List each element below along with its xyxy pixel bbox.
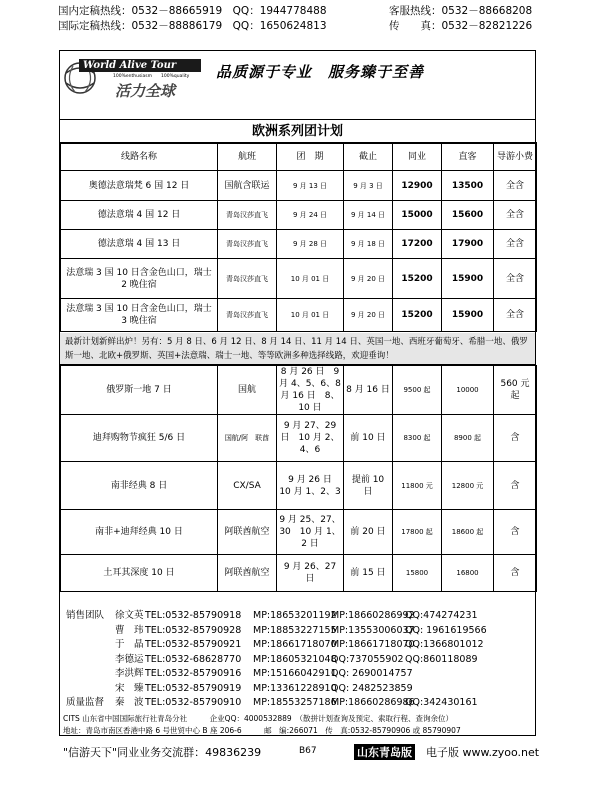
cell-deadline: 前 20 日 bbox=[344, 510, 393, 555]
slogan: 品质源于专业 服务臻于至善 bbox=[216, 63, 425, 81]
contact-tel: TEL:0532-85790928 bbox=[145, 624, 242, 636]
cell-flight: 青岛汉莎直飞 bbox=[218, 230, 277, 259]
cell-retail: 16800 bbox=[442, 555, 494, 592]
contact-name: 李德运 bbox=[115, 653, 144, 665]
cell-retail: 13500 bbox=[442, 171, 494, 201]
cell-deadline: 8 月 16 日 bbox=[344, 366, 393, 415]
bottom-bar bbox=[0, 742, 595, 760]
tour-row bbox=[61, 201, 537, 230]
contact-mp2: QQ: 2690014757 bbox=[331, 668, 413, 679]
cell-deadline: 9 月 3 日 bbox=[344, 171, 393, 201]
col-deadline: 截止 bbox=[344, 143, 393, 171]
page-number: B67 bbox=[299, 746, 317, 756]
contact-mp1: MP:13361228910 bbox=[253, 682, 337, 694]
cell-flight: 青岛汉莎直飞 bbox=[218, 201, 277, 230]
cell-deadline: 9 月 18 日 bbox=[344, 230, 393, 259]
intl-hotline: 国际定稿热线：0532－88886179 QQ：1650624813 bbox=[58, 20, 327, 32]
cell-deadline: 9 月 20 日 bbox=[344, 299, 393, 332]
page-title: 欧洲系列团计划 bbox=[60, 119, 535, 144]
cell-retail: 15900 bbox=[442, 259, 494, 299]
cell-date: 9 月 13 日 bbox=[277, 171, 344, 201]
group-chat: "信游天下"同业业务交流群：49836239 bbox=[63, 746, 262, 759]
contact-mp1: MP:15166042911 bbox=[253, 668, 337, 679]
tour-row bbox=[61, 299, 537, 332]
cell-trade: 15200 bbox=[393, 259, 442, 299]
cell-flight: 青岛汉莎直飞 bbox=[218, 259, 277, 299]
cell-trade: 15800 bbox=[393, 555, 442, 592]
contact-name: 李洪辉 bbox=[115, 668, 144, 679]
contact-qq: QQ: 1961619566 bbox=[405, 624, 487, 636]
cell-tip: 含 bbox=[494, 462, 537, 510]
table-header-row bbox=[61, 143, 537, 171]
tour-row bbox=[61, 510, 537, 555]
contact-mp1: MP:18605321048 bbox=[253, 653, 337, 665]
cell-deadline: 前 15 日 bbox=[344, 555, 393, 592]
cell-trade: 15200 bbox=[393, 299, 442, 332]
cell-flight: 国航含联运 bbox=[218, 171, 277, 201]
contact-mp1: MP:18653201192 bbox=[253, 610, 337, 621]
edition-label: 山东青岛版 bbox=[354, 744, 415, 760]
footer-line-1: CITS 山东省中国国际旅行社青岛分社 企业QQ：4000532889 （散拼计划查询及预定、索取行程、查询余位） bbox=[63, 714, 453, 723]
cell-route: 土耳其深度 10 日 bbox=[61, 555, 218, 592]
contact-name: 秦 波 bbox=[115, 697, 144, 708]
cell-deadline: 提前 10 日 bbox=[344, 462, 393, 510]
cell-flight: 阿联酋航空 bbox=[218, 555, 277, 592]
footer-line-2: 地址：青岛市南区香港中路 6 号世贸中心 B 座 206-6 邮 编:266071 传 真:0532-85790906 或 85790907 bbox=[63, 726, 461, 735]
contact-tel: TEL:0532-85790918 bbox=[145, 610, 242, 621]
tour-row bbox=[61, 462, 537, 510]
contact-mp2: MP:13553006037 bbox=[331, 624, 415, 636]
cell-deadline: 前 10 日 bbox=[344, 415, 393, 462]
cell-tip: 全含 bbox=[494, 299, 537, 332]
contact-qq: QQ:474274231 bbox=[405, 610, 478, 621]
cell-route: 南非经典 8 日 bbox=[61, 462, 218, 510]
contact-qq: QQ:342430161 bbox=[405, 697, 478, 708]
service-hotline: 客服热线：0532－88668208 bbox=[389, 5, 533, 17]
logo bbox=[63, 56, 201, 102]
brand-cn: 活力全球 bbox=[115, 82, 176, 100]
tour-row bbox=[61, 259, 537, 299]
cell-flight: CX/SA bbox=[218, 462, 277, 510]
cell-date: 9 月 28 日 bbox=[277, 230, 344, 259]
cell-tip: 含 bbox=[494, 415, 537, 462]
cell-trade: 17200 bbox=[393, 230, 442, 259]
contact-tel: TEL:0532-85790910 bbox=[145, 697, 242, 708]
cell-route: 奥德法意瑞梵 6 国 12 日 bbox=[61, 171, 218, 201]
cell-tip: 560 元起 bbox=[494, 366, 537, 415]
tour-row bbox=[61, 171, 537, 201]
cell-trade: 17800 起 bbox=[393, 510, 442, 555]
tour-row bbox=[61, 366, 537, 415]
cell-tip: 含 bbox=[494, 555, 537, 592]
cell-route: 德法意瑞 4 国 12 日 bbox=[61, 201, 218, 230]
cell-trade: 9500 起 bbox=[393, 366, 442, 415]
cell-deadline: 9 月 14 日 bbox=[344, 201, 393, 230]
cell-date: 9 月 27、29 日 10 月 2、4、6 bbox=[277, 415, 344, 462]
notice-banner: 最新计划新鲜出炉！另有：5 月 8 日、6 月 12 日、8 月 14 日、11 月 14 日、英国一地、西班牙葡萄牙、希腊一地、俄罗斯一地、北欧+俄罗斯、英国+法意瑞、瑞士一地、等等欧洲多种选择线路，欢迎垂询！ bbox=[60, 333, 535, 365]
contact-mp2: MP:18661718070 bbox=[331, 639, 415, 650]
brand-tag-1: 100%enthusiasm bbox=[113, 74, 153, 79]
cell-retail: 17900 bbox=[442, 230, 494, 259]
contact-group-label: 质量监督 bbox=[66, 697, 105, 708]
contact-name: 徐文英 bbox=[115, 610, 144, 621]
cell-date: 8 月 26 日 9 月 4、5、6、8 月 16 日 8、10 日 bbox=[277, 366, 344, 415]
contact-tel: TEL:0532-85790921 bbox=[145, 639, 242, 650]
cell-route: 法意瑞 3 国 10 日含金色山口，瑞士 3 晚住宿 bbox=[61, 299, 218, 332]
cell-retail: 12800 元 bbox=[442, 462, 494, 510]
contact-mp2: MP:18660286992 bbox=[331, 610, 415, 621]
cell-trade: 8300 起 bbox=[393, 415, 442, 462]
cell-tip: 全含 bbox=[494, 171, 537, 201]
cell-tip: 含 bbox=[494, 510, 537, 555]
cell-tip: 全含 bbox=[494, 230, 537, 259]
domestic-hotline: 国内定稿热线：0532－88665919 QQ：1944778488 bbox=[58, 5, 327, 17]
col-retail: 直客 bbox=[442, 143, 494, 171]
cell-route: 德法意瑞 4 国 13 日 bbox=[61, 230, 218, 259]
contact-mp2: QQ:737055902 bbox=[331, 653, 404, 665]
cell-route: 法意瑞 3 国 10 日含金色山口，瑞士 2 晚住宿 bbox=[61, 259, 218, 299]
col-flight: 航班 bbox=[218, 143, 277, 171]
contact-name: 于 晶 bbox=[115, 639, 144, 650]
contact-group-label: 销售团队 bbox=[66, 610, 105, 621]
contact-tel: TEL:0532-68628770 bbox=[145, 653, 242, 665]
contact-mp1: MP:18853227155 bbox=[253, 624, 337, 636]
cell-date: 10 月 01 日 bbox=[277, 299, 344, 332]
cell-date: 9 月 26、27 日 bbox=[277, 555, 344, 592]
cell-flight: 国航/阿 联酋 bbox=[218, 415, 277, 462]
website: 电子版 www.zyoo.net bbox=[426, 746, 540, 759]
fax-number: 传 真：0532－82821226 bbox=[389, 20, 533, 32]
cell-tip: 全含 bbox=[494, 259, 537, 299]
cell-retail: 8900 起 bbox=[442, 415, 494, 462]
contact-qq: QQ:1366801012 bbox=[405, 639, 484, 650]
cell-flight: 青岛汉莎直飞 bbox=[218, 299, 277, 332]
tour-row bbox=[61, 230, 537, 259]
cell-retail: 18600 起 bbox=[442, 510, 494, 555]
col-route: 线路名称 bbox=[61, 143, 218, 171]
col-date: 团 期 bbox=[277, 143, 344, 171]
cell-date: 9 月 24 日 bbox=[277, 201, 344, 230]
cell-route: 南非+迪拜经典 10 日 bbox=[61, 510, 218, 555]
brand-tag-2: 100%quality bbox=[161, 74, 190, 79]
contact-tel: TEL:0532-85790919 bbox=[145, 682, 242, 694]
cell-deadline: 9 月 20 日 bbox=[344, 259, 393, 299]
contact-mp2: MP:18660286986 bbox=[331, 697, 415, 708]
europe-tour-table bbox=[60, 142, 537, 332]
cell-tip: 全含 bbox=[494, 201, 537, 230]
cell-retail: 10000 bbox=[442, 366, 494, 415]
cell-trade: 12900 bbox=[393, 171, 442, 201]
cell-retail: 15600 bbox=[442, 201, 494, 230]
cell-trade: 11800 元 bbox=[393, 462, 442, 510]
tour-row bbox=[61, 415, 537, 462]
other-tour-table bbox=[60, 365, 537, 592]
contact-name: 宋 臻 bbox=[115, 682, 144, 694]
cell-route: 迪拜购物节疯狂 5/6 日 bbox=[61, 415, 218, 462]
cell-trade: 15000 bbox=[393, 201, 442, 230]
brand-en: World Alive Tour bbox=[79, 59, 201, 72]
col-trade: 同业 bbox=[393, 143, 442, 171]
contact-mp1: MP:18661718070 bbox=[253, 639, 337, 650]
contact-mp2: QQ: 2482523859 bbox=[331, 682, 413, 694]
cell-route: 俄罗斯一地 7 日 bbox=[61, 366, 218, 415]
contact-tel: TEL:0532-85790916 bbox=[145, 668, 242, 679]
cell-date: 9 月 25、27、30 10 月 1、2 日 bbox=[277, 510, 344, 555]
cell-retail: 15900 bbox=[442, 299, 494, 332]
cell-flight: 国航 bbox=[218, 366, 277, 415]
contact-name: 曹 玮 bbox=[115, 624, 144, 636]
cell-date: 10 月 01 日 bbox=[277, 259, 344, 299]
contact-mp1: MP:18553257186 bbox=[253, 697, 337, 708]
contact-qq: QQ:860118089 bbox=[405, 653, 478, 665]
cell-flight: 阿联酋航空 bbox=[218, 510, 277, 555]
cell-date: 9 月 26 日 10 月 1、2、3 bbox=[277, 462, 344, 510]
tour-row bbox=[61, 555, 537, 592]
col-tip: 导游小费 bbox=[494, 143, 537, 171]
